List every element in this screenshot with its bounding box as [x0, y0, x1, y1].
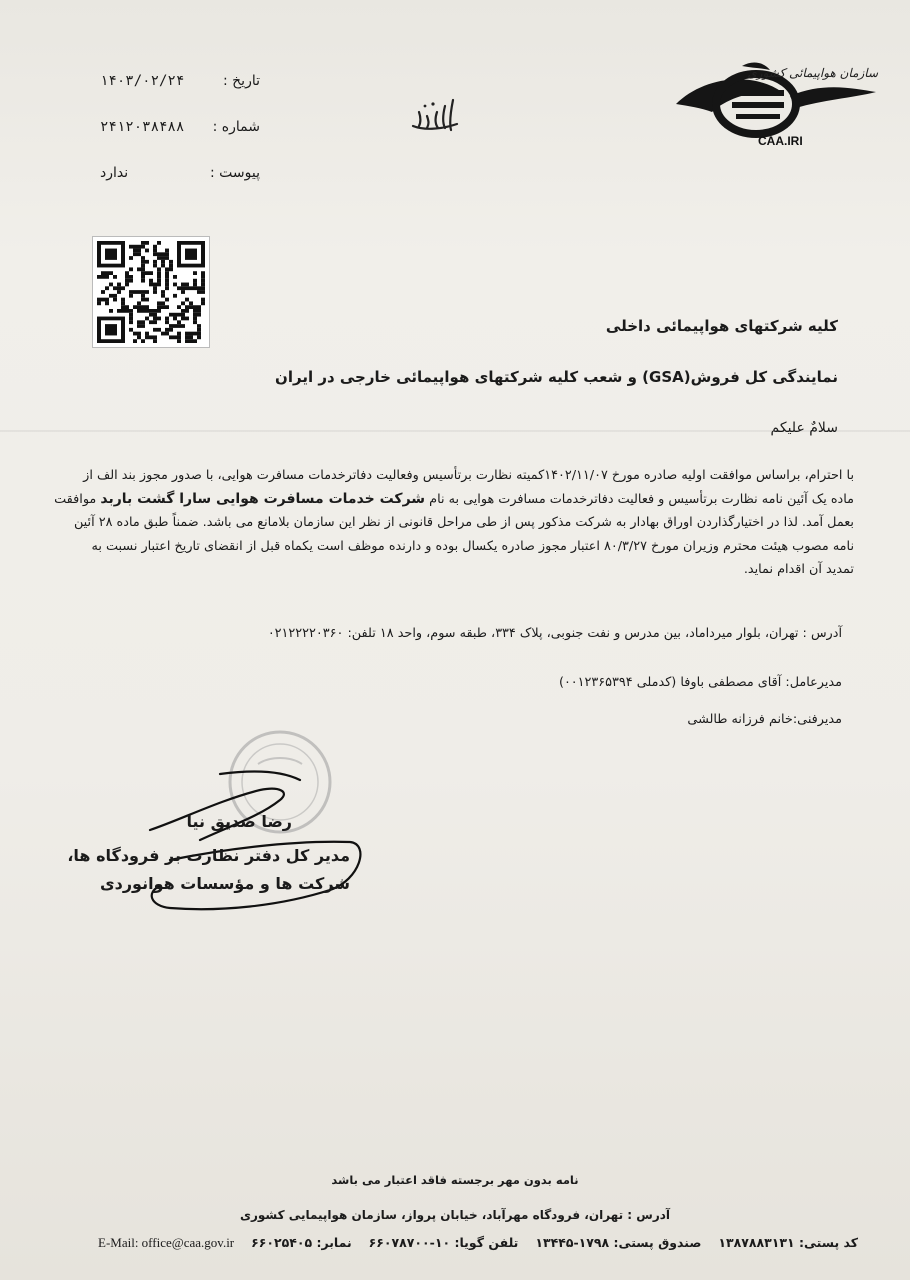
body-line-part: موافقت: [54, 491, 97, 507]
number-row: [100, 104, 260, 150]
date-row: [100, 58, 260, 104]
body-line: تمدید آن اقدام نماید.: [743, 562, 854, 577]
body-line: با احترام، براساس موافقت اولیه صادره مورخ ۱۴۰۲/۱۱/۰۷کمیته نظارت برتأسیس وفعالیت دفاترخدمات مسافرت هوایی، با صدور مجوز بند الف از: [83, 468, 854, 483]
footer-address: آدرس : تهران، فرودگاه مهرآباد، خیابان پرواز، سازمان هواپیمایی کشوری: [240, 1208, 670, 1222]
company-ceo: مدیرعامل: آقای مصطفی باوفا (کدملی ۰۰۱۲۳۶۵۳۹۴): [558, 675, 842, 690]
salutation: سلامٌ علیکم: [770, 420, 838, 436]
recipient-line-2: نمایندگی کل فروش(GSA) و شعب کلیه شرکتهای هواپیمائی خارجی در ایران: [275, 368, 838, 386]
phone: تلفن گویا: ۱۰-۶۶۰۷۸۷۰۰: [368, 1235, 519, 1250]
signatory-name: رضا صدیق نیا: [186, 812, 292, 831]
company-address: آدرس : تهران، بلوار میرداماد، بین مدرس و نفت جنوبی، پلاک ۳۳۴، طبقه سوم، واحد ۱۸ تلفن: ۰۲۱۲۲۲۲۰۳۶۰: [267, 626, 842, 641]
qr-code: [92, 236, 210, 348]
email: E-Mail: office@caa.gov.ir: [98, 1235, 235, 1250]
body-line: نامه مصوب هیئت محترم وزیران مورخ ۸۰/۳/۲۷ اعتبار مجوز صادره یکسال بوده و دارنده موظف است یکماه قبل از انقضای تاریخ اعتبار نسبت به: [91, 538, 854, 554]
letter-body: [54, 464, 854, 582]
fax: نمابر: ۶۶۰۲۵۴۰۵: [251, 1235, 352, 1250]
letter-meta: [100, 58, 260, 196]
recipient-line-1: کلیه شرکتهای هواپیمائی داخلی: [605, 317, 838, 335]
footer-validity-note: نامه بدون مهر برجسته فاقد اعتبار می باشد: [331, 1173, 579, 1187]
technical-manager: مدیرفنی:خانم فرزانه طالشی: [687, 712, 842, 727]
body-line: [54, 488, 854, 512]
body-line: بعمل آمد. لذا در اختیارگذاردن اوراق بهادار به شرکت مذکور پس از طی مراحل قانونی از نظر این سازمان بلامانع می باشد. ضمناً طبق ماده ۲۸ آئین: [73, 515, 854, 530]
company-name: شرکت خدمات مسافرت هوایی سارا گشت باربد: [100, 490, 426, 507]
org-name: سازمان هواپیمائی کشوری: [747, 66, 878, 80]
signatory-title-line-1: مدیر کل دفتر نظارت بر فرودگاه ها،: [67, 846, 350, 865]
postal-code: کد پستی: ۱۳۸۷۸۸۳۱۳۱: [718, 1235, 858, 1250]
org-abbreviation: CAA.IRI: [758, 134, 803, 148]
body-line-part: ماده یک آئین نامه نظارت برتأسیس و فعالیت دفاترخدمات مسافرت هوایی به نام: [429, 491, 854, 507]
number-label: شماره :: [212, 119, 260, 135]
date-label: تاریخ :: [222, 73, 260, 89]
po-box: صندوق پستی: ۱۷۹۸-۱۳۴۴۵: [535, 1235, 702, 1250]
date-value: ۱۴۰۳/۰۲/۲۴: [100, 73, 185, 89]
footer-contacts: [98, 1235, 858, 1251]
attachment-label: پیوست :: [210, 165, 260, 181]
attachment-row: [100, 150, 260, 196]
bismillah-calligraphy: [405, 92, 465, 138]
caa-logo: [672, 52, 882, 162]
qr-code-icon: [97, 241, 205, 343]
signatory-title-line-2: شرکت ها و مؤسسات هوانوردی: [99, 874, 350, 893]
number-value: ۲۴۱۲۰۳۸۴۸۸: [100, 119, 185, 135]
attachment-value: ندارد: [100, 165, 129, 181]
